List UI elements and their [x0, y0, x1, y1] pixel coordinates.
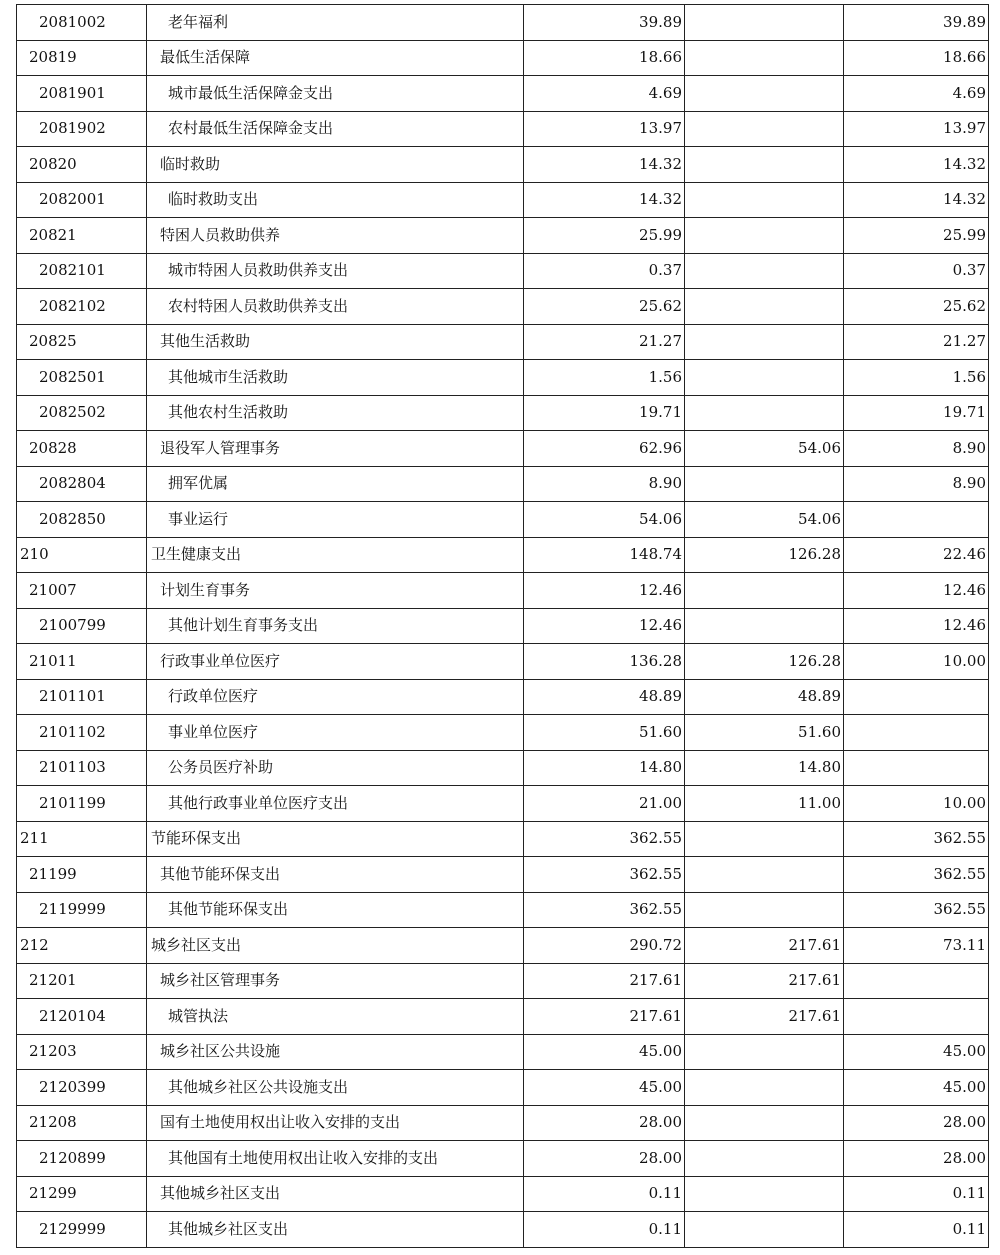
total-amount-cell: 14.80 — [524, 750, 685, 786]
total-amount-cell: 12.46 — [524, 608, 685, 644]
subject-code-cell: 2120104 — [17, 999, 147, 1035]
total-amount-cell: 25.62 — [524, 289, 685, 325]
table-row — [17, 289, 989, 325]
subject-code-cell: 20820 — [17, 147, 147, 183]
subject-code-cell: 2101199 — [17, 786, 147, 822]
table-row — [17, 40, 989, 76]
table-row — [17, 502, 989, 538]
project-expenditure-cell: 12.46 — [844, 608, 989, 644]
subject-code-cell: 2082001 — [17, 182, 147, 218]
total-amount-cell: 0.11 — [524, 1212, 685, 1248]
subject-code-cell: 2082102 — [17, 289, 147, 325]
subject-name-cell: 最低生活保障 — [147, 40, 524, 76]
basic-expenditure-cell — [685, 892, 844, 928]
total-amount-cell: 1.56 — [524, 360, 685, 396]
table-row — [17, 253, 989, 289]
total-amount-cell: 45.00 — [524, 1034, 685, 1070]
subject-name-cell: 卫生健康支出 — [147, 537, 524, 573]
total-amount-cell: 14.32 — [524, 182, 685, 218]
table-row — [17, 182, 989, 218]
total-amount-cell: 48.89 — [524, 679, 685, 715]
basic-expenditure-cell: 48.89 — [685, 679, 844, 715]
total-amount-cell: 12.46 — [524, 573, 685, 609]
table-row — [17, 644, 989, 680]
subject-code-cell: 2100799 — [17, 608, 147, 644]
basic-expenditure-cell — [685, 147, 844, 183]
subject-code-cell: 2081902 — [17, 111, 147, 147]
subject-code-cell: 21299 — [17, 1176, 147, 1212]
basic-expenditure-cell — [685, 324, 844, 360]
basic-expenditure-cell — [685, 1212, 844, 1248]
total-amount-cell: 362.55 — [524, 857, 685, 893]
subject-name-cell: 其他行政事业单位医疗支出 — [147, 786, 524, 822]
table-row — [17, 1141, 989, 1177]
subject-code-cell: 2082804 — [17, 466, 147, 502]
subject-name-cell: 城市最低生活保障金支出 — [147, 76, 524, 112]
basic-expenditure-cell — [685, 5, 844, 41]
subject-name-cell: 国有土地使用权出让收入安排的支出 — [147, 1105, 524, 1141]
subject-name-cell: 行政事业单位医疗 — [147, 644, 524, 680]
subject-code-cell: 21201 — [17, 963, 147, 999]
subject-code-cell: 20821 — [17, 218, 147, 254]
total-amount-cell: 13.97 — [524, 111, 685, 147]
project-expenditure-cell: 8.90 — [844, 466, 989, 502]
total-amount-cell: 290.72 — [524, 928, 685, 964]
project-expenditure-cell — [844, 750, 989, 786]
subject-code-cell: 211 — [17, 821, 147, 857]
basic-expenditure-cell: 217.61 — [685, 928, 844, 964]
subject-name-cell: 城管执法 — [147, 999, 524, 1035]
total-amount-cell: 21.00 — [524, 786, 685, 822]
total-amount-cell: 362.55 — [524, 892, 685, 928]
total-amount-cell: 136.28 — [524, 644, 685, 680]
subject-name-cell: 其他计划生育事务支出 — [147, 608, 524, 644]
subject-code-cell: 20819 — [17, 40, 147, 76]
subject-name-cell: 特困人员救助供养 — [147, 218, 524, 254]
subject-name-cell: 其他生活救助 — [147, 324, 524, 360]
total-amount-cell: 217.61 — [524, 999, 685, 1035]
table-row — [17, 750, 989, 786]
project-expenditure-cell: 21.27 — [844, 324, 989, 360]
basic-expenditure-cell — [685, 608, 844, 644]
table-row — [17, 963, 989, 999]
subject-name-cell: 其他节能环保支出 — [147, 892, 524, 928]
subject-name-cell: 城乡社区支出 — [147, 928, 524, 964]
total-amount-cell: 25.99 — [524, 218, 685, 254]
project-expenditure-cell: 0.11 — [844, 1176, 989, 1212]
subject-name-cell: 退役军人管理事务 — [147, 431, 524, 467]
total-amount-cell: 62.96 — [524, 431, 685, 467]
total-amount-cell: 4.69 — [524, 76, 685, 112]
basic-expenditure-cell: 126.28 — [685, 644, 844, 680]
table-row — [17, 1212, 989, 1248]
table-row — [17, 360, 989, 396]
project-expenditure-cell: 4.69 — [844, 76, 989, 112]
basic-expenditure-cell — [685, 821, 844, 857]
table-row — [17, 537, 989, 573]
table-row — [17, 1176, 989, 1212]
table-row — [17, 928, 989, 964]
subject-code-cell: 20825 — [17, 324, 147, 360]
basic-expenditure-cell — [685, 289, 844, 325]
project-expenditure-cell: 19.71 — [844, 395, 989, 431]
project-expenditure-cell — [844, 679, 989, 715]
table-row — [17, 857, 989, 893]
basic-expenditure-cell — [685, 76, 844, 112]
total-amount-cell: 0.11 — [524, 1176, 685, 1212]
project-expenditure-cell: 45.00 — [844, 1034, 989, 1070]
subject-code-cell: 212 — [17, 928, 147, 964]
subject-name-cell: 城市特困人员救助供养支出 — [147, 253, 524, 289]
subject-code-cell: 2082101 — [17, 253, 147, 289]
table-row — [17, 1105, 989, 1141]
subject-code-cell: 210 — [17, 537, 147, 573]
basic-expenditure-cell — [685, 573, 844, 609]
basic-expenditure-cell: 126.28 — [685, 537, 844, 573]
table-row — [17, 679, 989, 715]
subject-code-cell: 21208 — [17, 1105, 147, 1141]
subject-name-cell: 其他国有土地使用权出让收入安排的支出 — [147, 1141, 524, 1177]
subject-code-cell: 2101102 — [17, 715, 147, 751]
basic-expenditure-cell — [685, 1070, 844, 1106]
subject-code-cell: 21199 — [17, 857, 147, 893]
subject-code-cell: 2120899 — [17, 1141, 147, 1177]
total-amount-cell: 19.71 — [524, 395, 685, 431]
table-row — [17, 1034, 989, 1070]
total-amount-cell: 45.00 — [524, 1070, 685, 1106]
basic-expenditure-cell — [685, 466, 844, 502]
total-amount-cell: 28.00 — [524, 1141, 685, 1177]
total-amount-cell: 54.06 — [524, 502, 685, 538]
table-row — [17, 324, 989, 360]
total-amount-cell: 18.66 — [524, 40, 685, 76]
subject-code-cell: 2081002 — [17, 5, 147, 41]
basic-expenditure-cell — [685, 360, 844, 396]
project-expenditure-cell: 22.46 — [844, 537, 989, 573]
total-amount-cell: 28.00 — [524, 1105, 685, 1141]
subject-name-cell: 其他农村生活救助 — [147, 395, 524, 431]
project-expenditure-cell: 14.32 — [844, 182, 989, 218]
table-row — [17, 786, 989, 822]
table-row — [17, 431, 989, 467]
subject-name-cell: 城乡社区公共设施 — [147, 1034, 524, 1070]
table-row — [17, 999, 989, 1035]
subject-code-cell: 2082850 — [17, 502, 147, 538]
table-row — [17, 466, 989, 502]
subject-name-cell: 农村最低生活保障金支出 — [147, 111, 524, 147]
basic-expenditure-cell: 51.60 — [685, 715, 844, 751]
subject-name-cell: 节能环保支出 — [147, 821, 524, 857]
subject-name-cell: 行政单位医疗 — [147, 679, 524, 715]
subject-name-cell: 其他城乡社区支出 — [147, 1212, 524, 1248]
subject-name-cell: 农村特困人员救助供养支出 — [147, 289, 524, 325]
total-amount-cell: 39.89 — [524, 5, 685, 41]
project-expenditure-cell: 362.55 — [844, 892, 989, 928]
project-expenditure-cell: 362.55 — [844, 857, 989, 893]
table-row — [17, 395, 989, 431]
table-row — [17, 715, 989, 751]
basic-expenditure-cell: 217.61 — [685, 999, 844, 1035]
table-body — [17, 5, 989, 1248]
subject-code-cell: 2101101 — [17, 679, 147, 715]
project-expenditure-cell: 10.00 — [844, 786, 989, 822]
subject-name-cell: 事业单位医疗 — [147, 715, 524, 751]
project-expenditure-cell: 13.97 — [844, 111, 989, 147]
basic-expenditure-cell — [685, 218, 844, 254]
subject-code-cell: 20828 — [17, 431, 147, 467]
subject-code-cell: 2082502 — [17, 395, 147, 431]
basic-expenditure-cell — [685, 1141, 844, 1177]
subject-name-cell: 城乡社区管理事务 — [147, 963, 524, 999]
project-expenditure-cell: 18.66 — [844, 40, 989, 76]
table-row — [17, 147, 989, 183]
table-row — [17, 218, 989, 254]
subject-name-cell: 其他城乡社区公共设施支出 — [147, 1070, 524, 1106]
project-expenditure-cell: 14.32 — [844, 147, 989, 183]
project-expenditure-cell: 10.00 — [844, 644, 989, 680]
total-amount-cell: 148.74 — [524, 537, 685, 573]
basic-expenditure-cell — [685, 1105, 844, 1141]
subject-name-cell: 临时救助 — [147, 147, 524, 183]
subject-name-cell: 拥军优属 — [147, 466, 524, 502]
project-expenditure-cell — [844, 999, 989, 1035]
total-amount-cell: 51.60 — [524, 715, 685, 751]
project-expenditure-cell: 0.37 — [844, 253, 989, 289]
project-expenditure-cell: 28.00 — [844, 1141, 989, 1177]
subject-code-cell: 2082501 — [17, 360, 147, 396]
total-amount-cell: 0.37 — [524, 253, 685, 289]
project-expenditure-cell: 0.11 — [844, 1212, 989, 1248]
basic-expenditure-cell: 54.06 — [685, 431, 844, 467]
project-expenditure-cell: 45.00 — [844, 1070, 989, 1106]
basic-expenditure-cell — [685, 182, 844, 218]
table-row — [17, 821, 989, 857]
project-expenditure-cell — [844, 963, 989, 999]
subject-name-cell: 其他节能环保支出 — [147, 857, 524, 893]
subject-code-cell: 21007 — [17, 573, 147, 609]
basic-expenditure-cell: 14.80 — [685, 750, 844, 786]
table-row — [17, 1070, 989, 1106]
basic-expenditure-cell — [685, 111, 844, 147]
subject-name-cell: 临时救助支出 — [147, 182, 524, 218]
project-expenditure-cell — [844, 502, 989, 538]
subject-code-cell: 2101103 — [17, 750, 147, 786]
subject-code-cell: 2120399 — [17, 1070, 147, 1106]
subject-name-cell: 其他城市生活救助 — [147, 360, 524, 396]
subject-code-cell: 2081901 — [17, 76, 147, 112]
project-expenditure-cell: 73.11 — [844, 928, 989, 964]
basic-expenditure-cell — [685, 253, 844, 289]
project-expenditure-cell: 12.46 — [844, 573, 989, 609]
basic-expenditure-cell — [685, 1034, 844, 1070]
basic-expenditure-cell — [685, 395, 844, 431]
project-expenditure-cell: 362.55 — [844, 821, 989, 857]
total-amount-cell: 217.61 — [524, 963, 685, 999]
project-expenditure-cell: 25.62 — [844, 289, 989, 325]
subject-code-cell: 2119999 — [17, 892, 147, 928]
table-row — [17, 5, 989, 41]
total-amount-cell: 362.55 — [524, 821, 685, 857]
basic-expenditure-cell — [685, 1176, 844, 1212]
project-expenditure-cell: 28.00 — [844, 1105, 989, 1141]
basic-expenditure-cell: 54.06 — [685, 502, 844, 538]
table-row — [17, 573, 989, 609]
total-amount-cell: 8.90 — [524, 466, 685, 502]
basic-expenditure-cell — [685, 40, 844, 76]
table-row — [17, 76, 989, 112]
project-expenditure-cell: 25.99 — [844, 218, 989, 254]
project-expenditure-cell: 1.56 — [844, 360, 989, 396]
project-expenditure-cell: 39.89 — [844, 5, 989, 41]
total-amount-cell: 14.32 — [524, 147, 685, 183]
table-row — [17, 892, 989, 928]
basic-expenditure-cell: 11.00 — [685, 786, 844, 822]
subject-name-cell: 事业运行 — [147, 502, 524, 538]
subject-name-cell: 计划生育事务 — [147, 573, 524, 609]
budget-expenditure-table — [16, 4, 989, 1248]
subject-code-cell: 21011 — [17, 644, 147, 680]
subject-name-cell: 老年福利 — [147, 5, 524, 41]
subject-code-cell: 2129999 — [17, 1212, 147, 1248]
subject-code-cell: 21203 — [17, 1034, 147, 1070]
subject-name-cell: 其他城乡社区支出 — [147, 1176, 524, 1212]
table-row — [17, 111, 989, 147]
basic-expenditure-cell — [685, 857, 844, 893]
total-amount-cell: 21.27 — [524, 324, 685, 360]
project-expenditure-cell — [844, 715, 989, 751]
table-row — [17, 608, 989, 644]
basic-expenditure-cell: 217.61 — [685, 963, 844, 999]
subject-name-cell: 公务员医疗补助 — [147, 750, 524, 786]
project-expenditure-cell: 8.90 — [844, 431, 989, 467]
